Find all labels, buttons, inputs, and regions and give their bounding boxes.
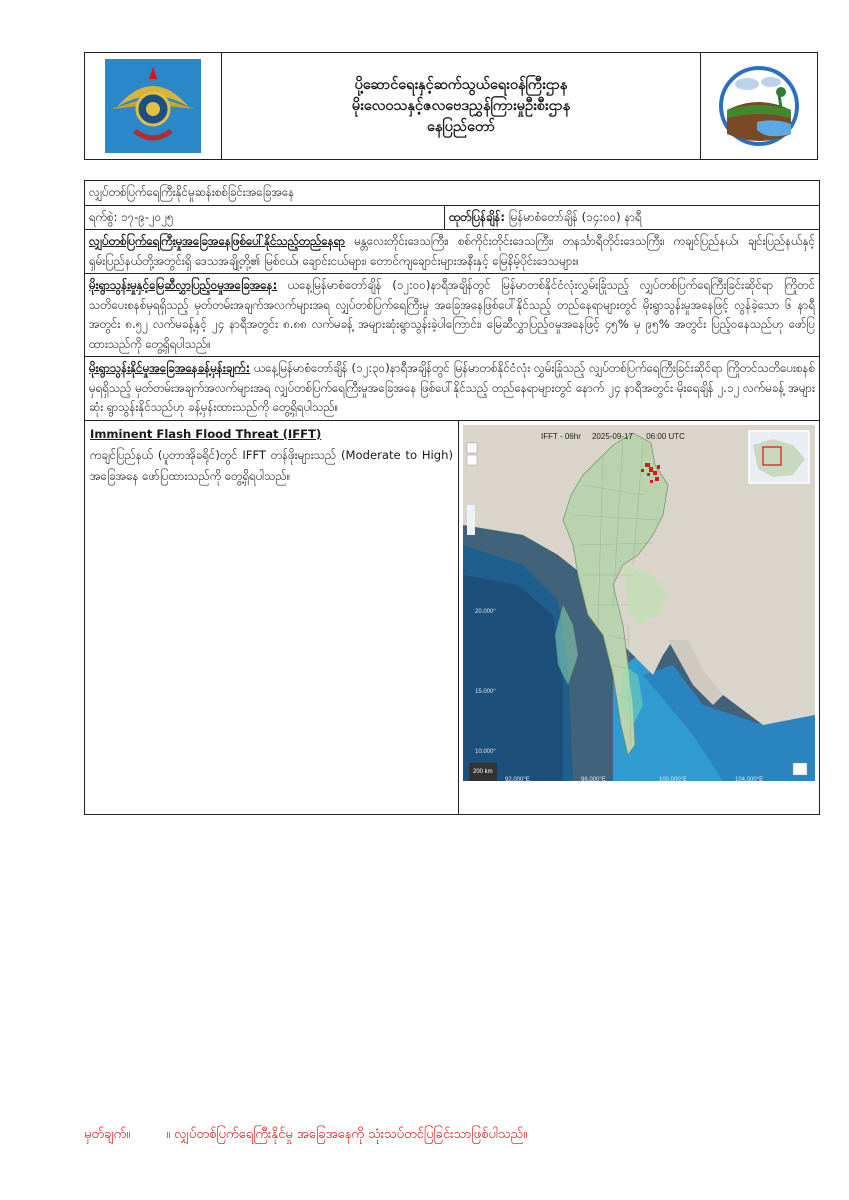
issue-time [445,206,819,230]
water-cycle-icon [717,64,801,148]
map-lon-label-3: 100.000°E [659,776,688,781]
footer-text: ။ လျှပ်တစ်ပြက်ရေကြီးနိုင်မှု အခြေအနေကို သုံးသပ်တင်ပြခြင်းသာဖြစ်ပါသည်။ [166,1127,528,1142]
water-cycle-logo-cell [701,53,817,159]
footer-note [84,1126,527,1145]
department-emblem-icon [105,59,201,153]
map-lat-label-2: 15.000° [475,688,496,695]
report-table [84,180,820,815]
ministry-name: ပို့ဆောင်ရေးနှင့်ဆက်သွယ်ရေးဝန်ကြီးဌာန [354,76,568,93]
rainfall-soil-text: ယနေ့မြန်မာစံတော်ချိန် (၁၂:၀၀)နာရီအချိန်တွင် မြန်မာတစ်နိုင်ငံလုံးလွှမ်းခြုံသည့် လျှပ်တစ်ပြက်ရေကြီးခြင်းဆိုင်ရာ ကြိုတင်သတိပေးစနစ်မှရရှိသည့် မှတ်တမ်းအချက်အလက်များအရ လျှပ်တစ်ပြက်ရေကြီးမှု အခြေအနေဖြစ်ပေါ်နိုင်သည့် တည်နေရာများတွင် မိုးရွာသွန်းမှုအနေဖြင့် လွန်ခဲ့သော ၆ နာရီအတွင်း ၈.၅၂ လက်မခန့်နှင့် ၂၄ နာရီအတွင်း ၈.၈၈ လက်မခန့် အများဆုံးရွာသွန်းခဲ့ပါကြောင်း၊ မြေဆီလွှာပြည့်ဝမှုအနေဖြင့် ၄၅% မှ ၉၅% အတွင်း ပြည့်ဝနေသည်ဟု ဖော်ပြထားသည်ကို တွေ့ရှိရပါသည်။ [89,278,815,351]
report-header [84,52,818,160]
map-toolbar[interactable] [467,505,475,535]
department-emblem-cell [85,53,222,159]
rainfall-forecast-text: ယနေ့မြန်မာစံတော်ချိန် (၁၂:၃၀)နာရီအချိန်တွင် မြန်မာတစ်နိုင်ငံလုံး လွှမ်းခြုံသည့် လျှပ်တစ်ပြက်ရေကြီးခြင်းဆိုင်ရာ ကြိုတင်သတိပေးစနစ်မှရရှိသည့် မှတ်တမ်းအချက်အလက်များအရ လျှပ်တစ်ပြက်ရေကြီးမှုအခြေအနေ ဖြစ်ပေါ်နိုင်သည့် တည်နေရာများတွင် နောက် ၂၄ နာရီအတွင်း မိုးရေချိန် ၂.၁၂ လက်မခန့် အများဆုံး ရွာသွန်းနိုင်သည်ဟု ခန့်မှန်းထားသည်ကို တွေ့ရှိရပါသည်။ [89,361,815,414]
location-name: နေပြည်တော် [426,118,496,135]
issue-time-label: ထုတ်ပြန်ချိန်: [449,209,506,224]
issue-time-value: မြန်မာစံတော်ချိန် (၁၄:၀၀) နာရီ [508,209,642,224]
report-heading: လျှပ်တစ်ပြက်ရေကြီးနိုင်မှုဆန်းစစ်ခြင်းအခြေအနေ [85,181,819,206]
rainfall-forecast-label: မိုးရွာသွန်းနိုင်မှုအခြေအနေခန့်မှန်းချက်: [89,361,251,375]
footer-label: မှတ်ချက်။ [84,1127,131,1142]
map-info-icon[interactable] [793,763,807,775]
rainfall-soil-label: မိုးရွာသွန်းမှုနှင့်မြေဆီလွှာပြည့်ဝမှုအခြေအနေ: [89,278,278,292]
map-title: IFFT - 06hr 2025-09-17 06:00 UTC [541,431,685,441]
rainfall-forecast [85,357,819,421]
ifft-title: Imminent Flash Flood Threat (IFFT) [90,426,322,441]
ifft-map [463,425,815,781]
affected-areas-label: လျှပ်တစ်ပြက်ရေကြီးမှုအခြေအနေဖြစ်ပေါ်နိုင်သည့်တည်နေရာ [89,234,346,248]
report-date: ရက်စွဲ: ၁၇-၉-၂၀၂၅ [85,206,445,230]
ifft-description [85,421,459,814]
zoom-in-icon[interactable] [467,443,477,453]
ifft-section [85,421,819,814]
map-scale-bar: 200 km [469,763,497,781]
ifft-text: ကချင်ပြည်နယ် (ပူတာအိုခရိုင်)တွင် IFFT တန်ဖိုးများသည် (Moderate to High) အခြေအနေ ဖော်ပြထားသည်ကို တွေ့ရှိရပါသည်။ [90,447,453,483]
map-lon-label-2: 96.000°E [581,776,606,781]
affected-areas-text: မန္တလေးတိုင်းဒေသကြီး၊ စစ်ကိုင်းတိုင်းဒေသကြီး၊ တနင်္သာရီတိုင်းဒေသကြီး၊ ကချင်ပြည်နယ်၊ ချင်းပြည်နယ်နှင့် ရှမ်းပြည်နယ်တို့အတွင်းရှိ ဒေသအချို့တို့၏ မြစ်ငယ်၊ ချောင်းငယ်များ၊ တောင်ကျချောင်းများအနီးနှင့် မြေနိမ့်ပိုင်းဒေသများ။ [89,234,815,268]
department-name: မိုးလေဝသနှင့်ဇလဗေဒညွှန်ကြားမှုဦးစီးဌာန [351,97,571,114]
affected-areas [85,230,819,274]
map-lat-label-3: 10.000° [475,748,496,755]
ifft-map-graphic [463,425,815,781]
date-issue-row [85,206,819,231]
map-lon-label-1: 92.000°E [505,776,530,781]
map-lon-label-4: 104.000°E [735,776,764,781]
map-lat-label-1: 20.000° [475,608,496,615]
ifft-map-cell [459,421,819,814]
ministry-title [222,53,701,159]
rainfall-soil-status [85,274,819,357]
zoom-out-icon[interactable] [467,455,477,465]
